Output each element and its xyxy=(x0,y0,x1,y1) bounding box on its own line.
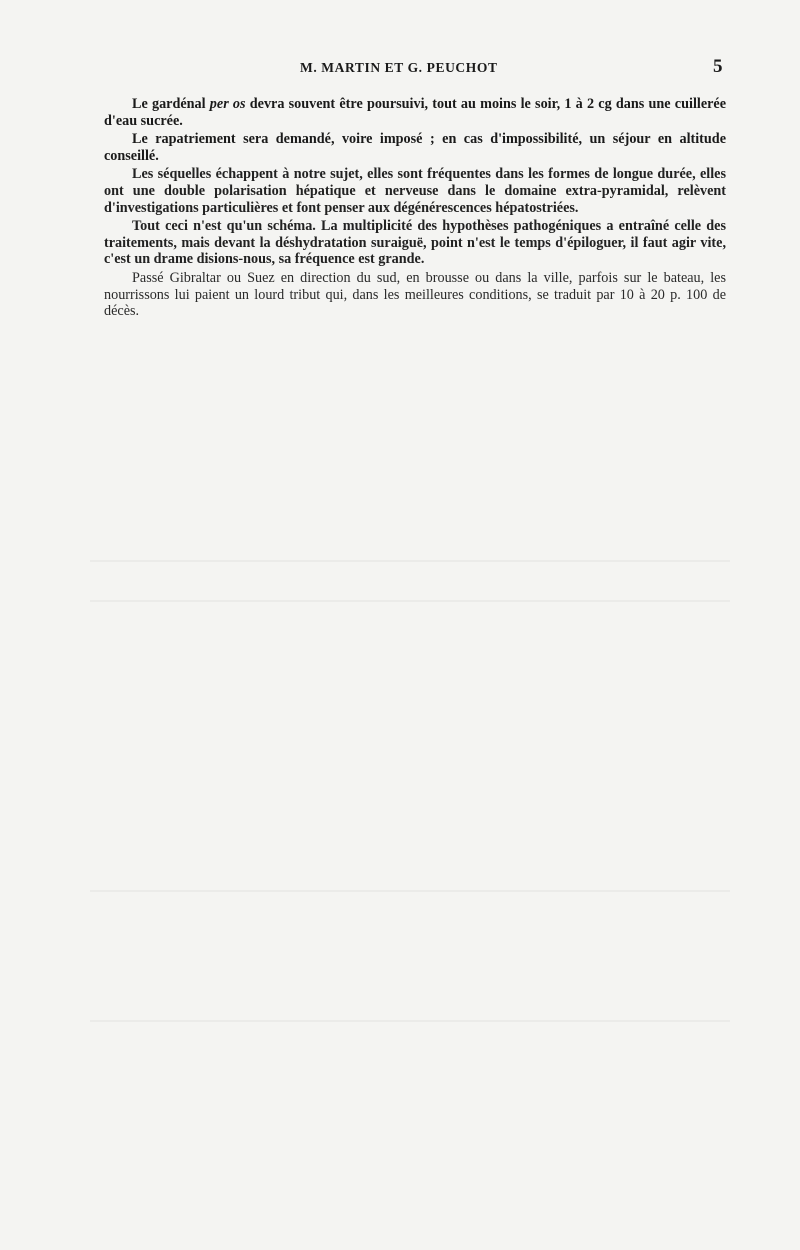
paragraph-gibraltar: Passé Gibraltar ou Suez en direction du sud, en brousse ou dans la ville, parfois sur le bateau, les nourrissons lui paient un lourd tribut qui, dans les meilleures conditions, se traduit par 10 à 20 p. 100 de décès. xyxy=(104,269,726,320)
paragraph-gardenal-end: devra souvent être poursuivi, tout au moins le soir, 1 à 2 cg dans une cuillerée d'eau sucrée. xyxy=(104,96,727,129)
bleed-through-line xyxy=(90,560,730,562)
paragraph-schema: Tout ceci n'est qu'un schéma. La multiplicité des hypothèses pathogéniques a entraîné celle des traitements, mais devant la déshydratation suraiguë, point n'est le temps d'épiloguer, il faut agir vite, c'est un drame disions-nous, sa fréquence est grande. xyxy=(104,218,726,268)
bleed-through-line xyxy=(90,600,730,602)
paragraph-rapatriement: Le rapatriement sera demandé, voire imposé ; en cas d'impossibilité, un séjour en altitude conseillé. xyxy=(104,131,726,164)
bleed-through-line xyxy=(90,1020,730,1022)
paragraph-gardenal-start: Le gardénal xyxy=(132,96,210,112)
body-text xyxy=(104,96,726,322)
bleed-through-line xyxy=(90,890,730,892)
paragraph-gardenal xyxy=(104,96,726,129)
paragraph-sequelles: Les séquelles échappent à notre sujet, elles sont fréquentes dans les formes de longue durée, elles ont une double polarisation hépatique et nerveuse dans le domaine extra-pyramidal, relèvent d'investigations particulières et font penser aux dégénérescences hépatostriées. xyxy=(104,166,726,216)
running-head: M. MARTIN ET G. PEUCHOT xyxy=(300,60,498,75)
paragraph-gardenal-italic: per os xyxy=(209,96,246,112)
page-number: 5 xyxy=(713,56,723,77)
